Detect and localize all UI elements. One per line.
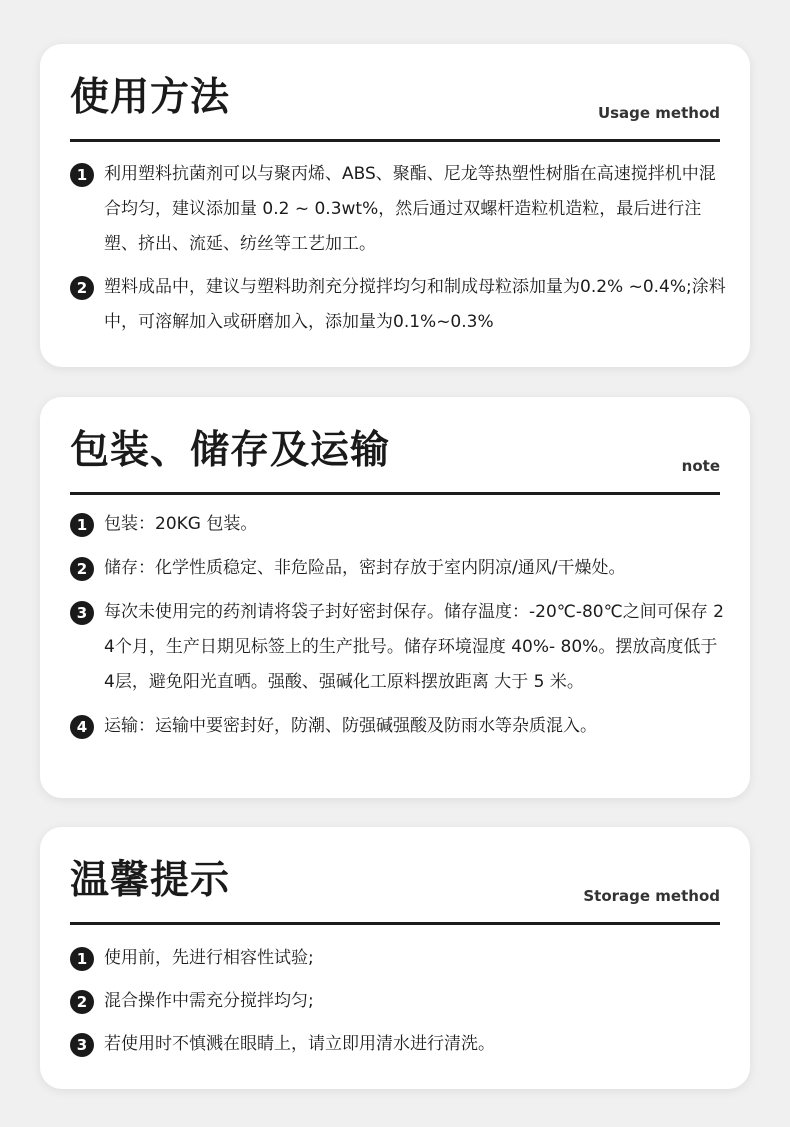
packaging-storage-card	[40, 397, 750, 798]
item-text: 使用前，先进行相容性试验;	[104, 948, 314, 968]
number-badge: 4	[70, 715, 94, 739]
number-badge: 1	[70, 513, 94, 537]
usage-method-card	[40, 44, 750, 367]
warm-tips-card	[40, 827, 750, 1089]
list-item	[70, 984, 728, 1019]
number-badge: 3	[70, 601, 94, 625]
list-item	[70, 507, 728, 542]
packaging-notes-list	[70, 507, 728, 753]
item-text: 塑料成品中，建议与塑料助剂充分搅拌均匀和制成母粒添加量为0.2% ~0.4%;涂料中，可溶解加入或研磨加入，添加量为0.1%~0.3%	[104, 277, 726, 332]
usage-steps-list	[70, 157, 728, 348]
number-badge: 2	[70, 276, 94, 300]
item-text: 储存：化学性质稳定、非危险品，密封存放于室内阴凉/通风/干燥处。	[104, 558, 626, 578]
list-item	[70, 595, 728, 700]
card-subtitle: Storage method	[583, 887, 720, 905]
card-header	[70, 849, 720, 925]
tips-list	[70, 941, 728, 1070]
list-item	[70, 157, 728, 262]
card-title: 包装、储存及运输	[70, 428, 391, 473]
card-header	[70, 419, 720, 495]
item-text: 每次未使用完的药剂请将袋子封好密封保存。储存温度：-20℃-80℃之间可保存 24个月，生产日期见标签上的生产批号。储存环境湿度 40%- 80%。摆放高度低于4层，避免阳光直晒。强酸、强碱化工原料摆放距离 大于 5 米。	[104, 602, 724, 692]
item-text: 混合操作中需充分搅拌均匀;	[104, 991, 314, 1011]
number-badge: 2	[70, 990, 94, 1014]
number-badge: 1	[70, 947, 94, 971]
item-text: 若使用时不慎溅在眼睛上，请立即用清水进行清洗。	[104, 1034, 495, 1054]
list-item	[70, 709, 728, 744]
card-title: 使用方法	[70, 75, 231, 120]
card-subtitle: note	[681, 457, 720, 475]
card-title: 温馨提示	[70, 858, 231, 903]
list-item	[70, 551, 728, 586]
card-header	[70, 66, 720, 142]
list-item	[70, 941, 728, 976]
card-subtitle: Usage method	[597, 104, 720, 122]
list-item	[70, 1027, 728, 1062]
list-item	[70, 270, 728, 340]
number-badge: 2	[70, 557, 94, 581]
number-badge: 1	[70, 163, 94, 187]
item-text: 运输：运输中要密封好，防潮、防强碱强酸及防雨水等杂质混入。	[104, 716, 597, 736]
item-text: 包装：20KG 包装。	[104, 514, 258, 534]
item-text: 利用塑料抗菌剂可以与聚丙烯、ABS、聚酯、尼龙等热塑性树脂在高速搅拌机中混合均匀，建议添加量 0.2 ~ 0.3wt%，然后通过双螺杆造粒机造粒，最后进行注塑、挤出、流延、纺丝等工艺加工。	[104, 164, 716, 254]
number-badge: 3	[70, 1033, 94, 1057]
